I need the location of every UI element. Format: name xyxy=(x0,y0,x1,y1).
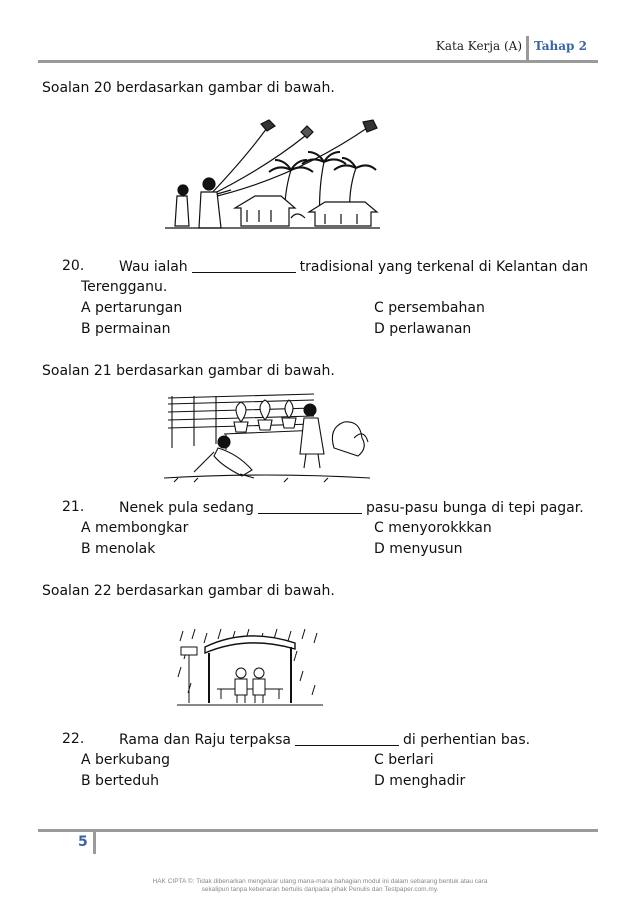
q22-option-a[interactable]: A berkubang xyxy=(81,752,171,768)
q20-option-b[interactable]: B permainan xyxy=(81,321,171,337)
page-header xyxy=(0,36,634,64)
q21-answer-blank xyxy=(258,499,362,514)
q22-stem-after: di perhentian bas. xyxy=(402,732,531,748)
q21-intro: Soalan 21 berdasarkan gambar di bawah. xyxy=(42,363,335,379)
footer-rule xyxy=(38,829,598,832)
garden-illustration xyxy=(164,388,370,484)
q22-intro: Soalan 22 berdasarkan gambar di bawah. xyxy=(42,583,335,599)
q21-stem-after: pasu-pasu bunga di tepi pagar. xyxy=(365,500,584,516)
q21-stem-before: Nenek pula sedang xyxy=(119,500,254,516)
copyright-notice: HAK CIPTA ©: Tidak dibenarkan mengeluar ulang mana-mana bahagian modul ini dalam sebarang bentuk atau cara sekalipun tanpa kebenaran bertulis daripada pihak Penulis dan Testpaper.com.my. xyxy=(152,878,488,893)
header-subject: Kata Kerja (A) xyxy=(435,39,522,53)
q20-number: 20. xyxy=(62,258,85,274)
q22-option-d[interactable]: D menghadir xyxy=(374,773,466,789)
q22-answer-blank xyxy=(295,731,399,746)
q20-intro: Soalan 20 berdasarkan gambar di bawah. xyxy=(42,80,335,96)
bus-stop-rain-illustration xyxy=(177,627,323,707)
q20-option-a[interactable]: A pertarungan xyxy=(81,300,183,316)
q22-stem-before: Rama dan Raju terpaksa xyxy=(119,732,291,748)
q20-stem-before: Wau ialah xyxy=(119,259,188,275)
q22-stem xyxy=(119,731,530,748)
header-rule xyxy=(38,60,598,63)
q21-option-a[interactable]: A membongkar xyxy=(81,520,189,536)
kite-flying-illustration xyxy=(165,118,380,230)
header-divider xyxy=(526,36,529,62)
q22-option-b[interactable]: B berteduh xyxy=(81,773,160,789)
q21-number: 21. xyxy=(62,499,85,515)
q22-option-c[interactable]: C berlari xyxy=(374,752,434,768)
q20-answer-blank xyxy=(192,258,296,273)
footer-divider xyxy=(93,832,96,854)
q21-option-d[interactable]: D menyusun xyxy=(374,541,463,557)
q20-stem xyxy=(119,258,588,275)
q21-option-b[interactable]: B menolak xyxy=(81,541,156,557)
q22-number: 22. xyxy=(62,731,85,747)
q20-stem-continued: Terengganu. xyxy=(81,279,168,295)
page-number: 5 xyxy=(78,834,88,850)
header-level: Tahap 2 xyxy=(534,39,587,53)
q20-option-d[interactable]: D perlawanan xyxy=(374,321,472,337)
q20-option-c[interactable]: C persembahan xyxy=(374,300,485,316)
q20-stem-after: tradisional yang terkenal di Kelantan dan xyxy=(299,259,589,275)
q21-stem xyxy=(119,499,584,516)
q21-option-c[interactable]: C menyorokkkan xyxy=(374,520,492,536)
